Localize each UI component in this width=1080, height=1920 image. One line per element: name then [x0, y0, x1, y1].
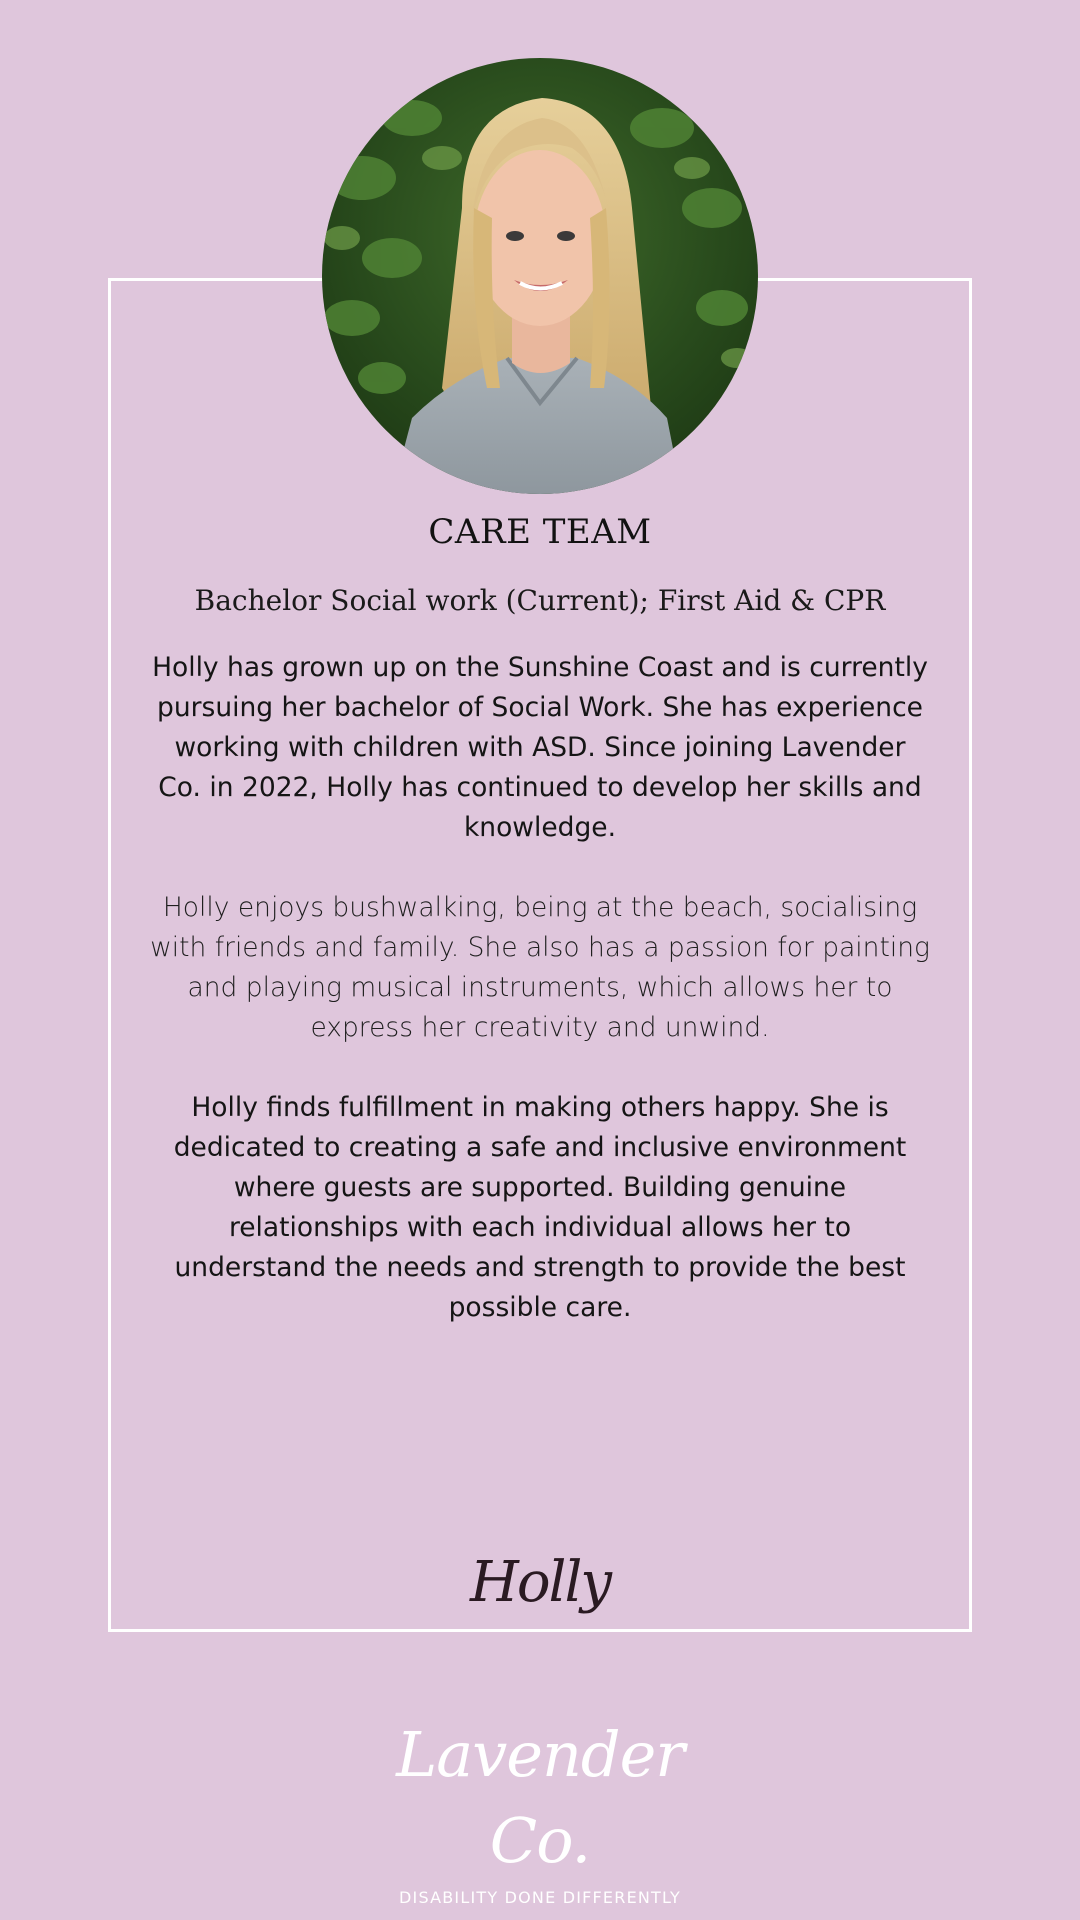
brand-name: Lavender Co. — [396, 1718, 684, 1877]
qualifications-line: Bachelor Social work (Current); First Aid & CPR — [194, 584, 886, 617]
brand-logo — [340, 1712, 740, 1907]
portrait-photo-image — [322, 58, 758, 494]
bio-paragraph-1: Holly has grown up on the Sunshine Coast and is currently pursuing her bachelor of Social Work. She has experience working with children with ASD. Since joining Lavender Co. in 2022, Holly has continued to develop her skills and knowledge. — [152, 652, 928, 843]
role-heading: CARE TEAM — [428, 512, 652, 552]
brand-tagline: DISABILITY DONE DIFFERENTLY — [399, 1888, 681, 1907]
bio-paragraph-3: Holly finds fulfillment in making others happy. She is dedicated to creating a safe and inclusive environment where guests are supported. Building genuine relationships with each individual allows her to understand the needs and strength to provide the best possible care. — [173, 1092, 907, 1323]
profile-photo — [322, 58, 758, 494]
signature: Holly — [469, 1550, 610, 1615]
bio-paragraph-2: Holly enjoys bushwalking, being at the beach, socialising with friends and family. She also has a passion for painting and playing musical instruments, which allows her to express her creativity and unwind. — [150, 892, 930, 1043]
